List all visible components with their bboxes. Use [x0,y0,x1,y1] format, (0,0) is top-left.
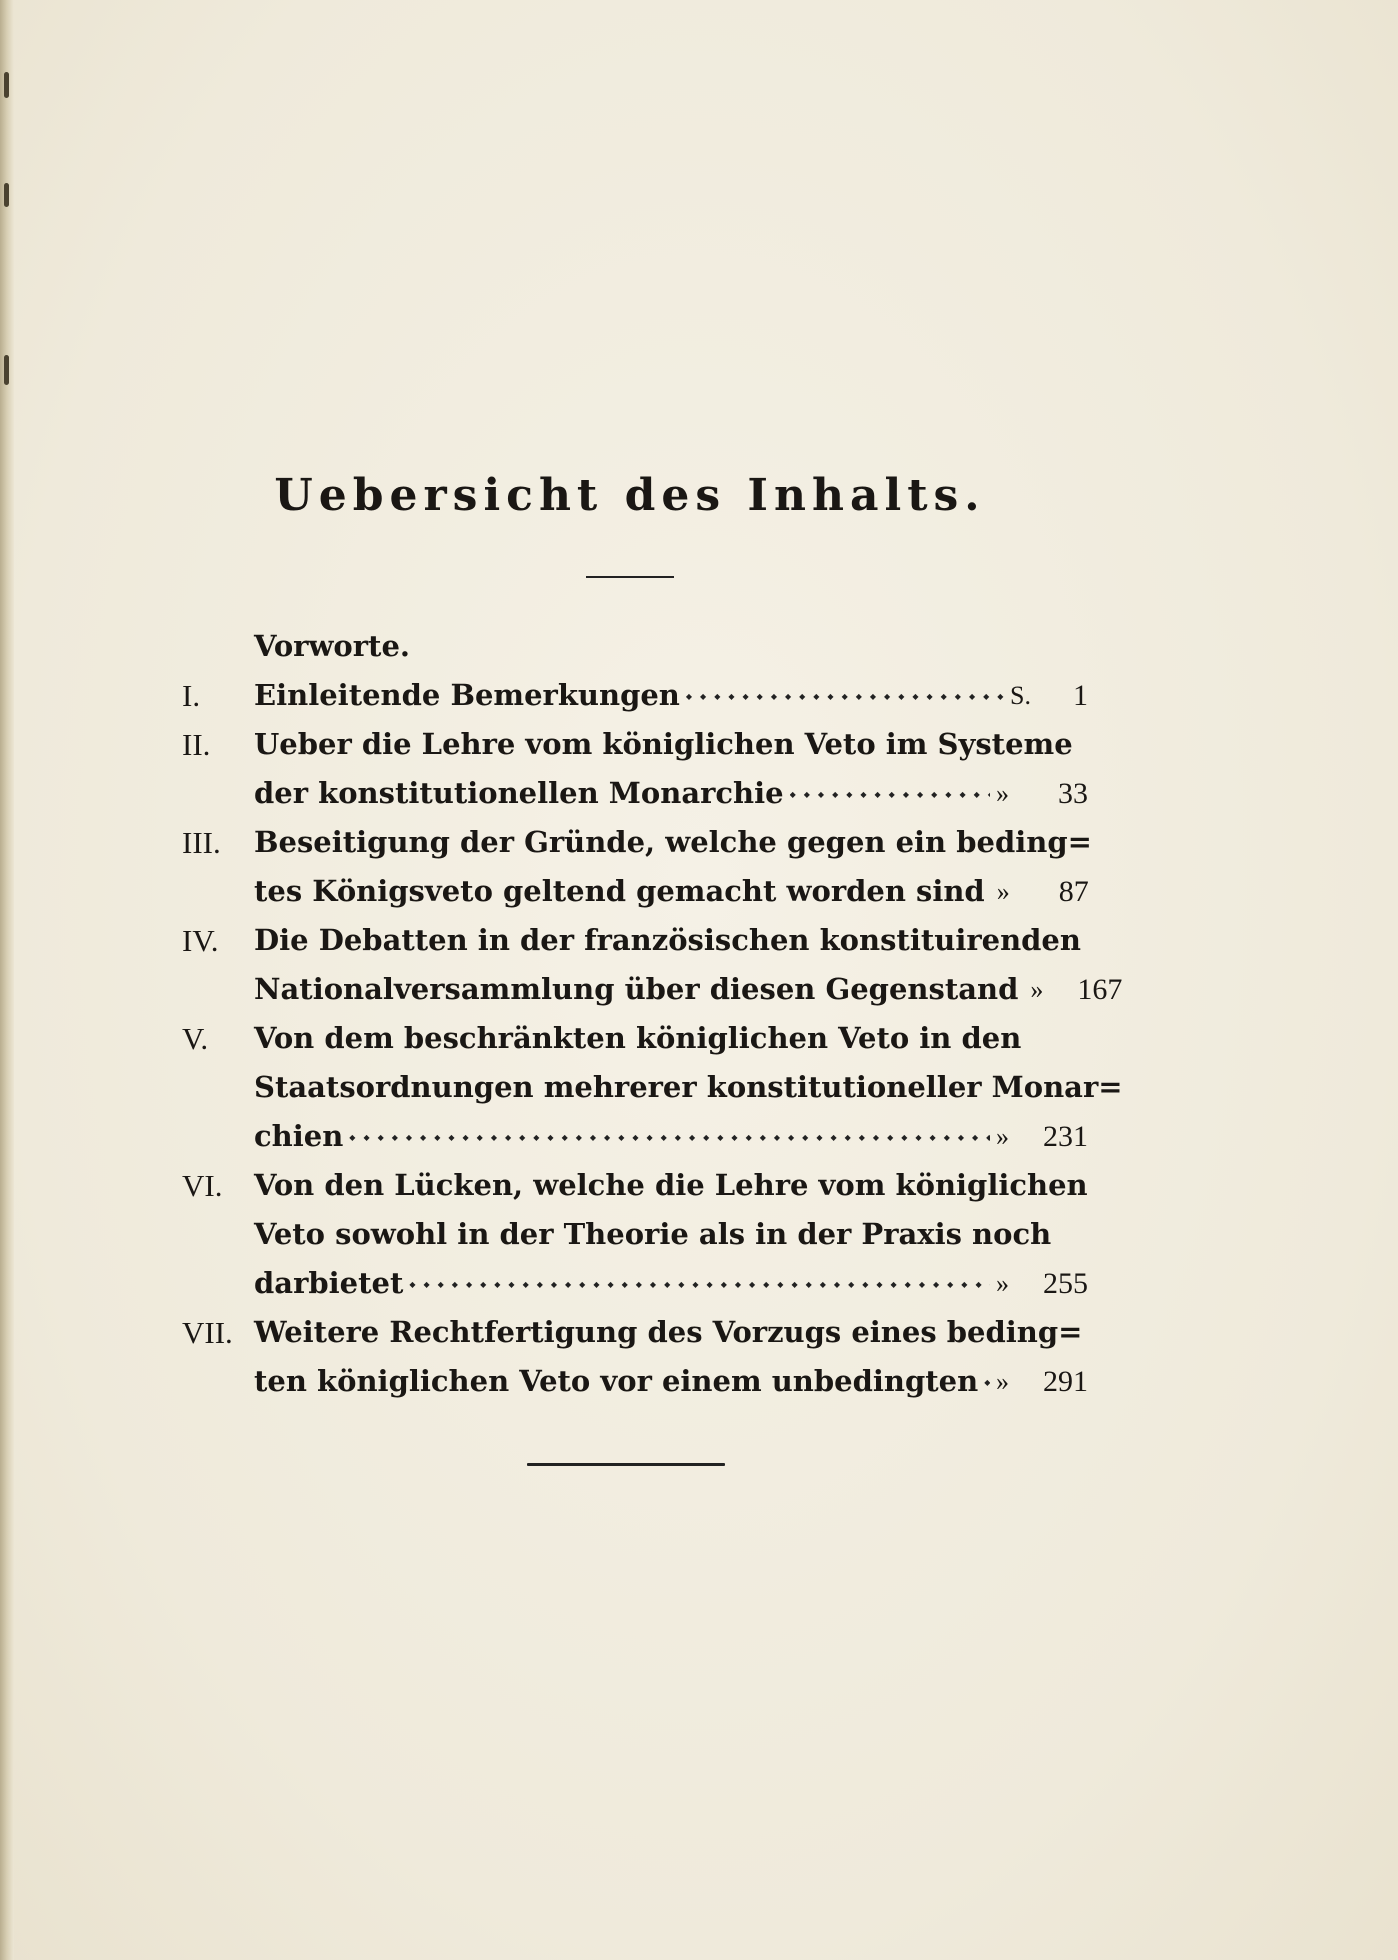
page-number: 33 [1058,777,1088,810]
page-number: 231 [1043,1120,1088,1153]
chapter-title: Einleitende Bemerkungen [254,678,680,712]
chapter-title-line: chien [254,1119,344,1153]
chapter-title-line: darbietet [254,1266,404,1300]
toc-entry [182,1014,1088,1063]
chapter-numeral: IV. [182,923,219,958]
chapter-title-line: Staatsordnungen mehrerer konstitutioneller Monar= [254,1070,1123,1104]
binding-mark [4,72,9,98]
chapter-title-line: Weitere Rechtfertigung des Vorzugs eines beding= [254,1315,1083,1349]
end-divider [527,1463,725,1466]
chapter-numeral: VII. [182,1315,233,1350]
chapter-title-line: Veto sowohl in der Theorie als in der Praxis noch [254,1217,1052,1251]
ditto-mark: » [996,1122,1009,1151]
ditto-mark: » [996,779,1009,808]
toc-entry [182,1161,1088,1210]
chapter-title-line: tes Königsveto geltend gemacht worden sind [254,874,985,908]
title-divider [586,576,674,578]
binding-mark [4,183,9,207]
page-title: Uebersicht des Inhalts. [274,470,986,521]
dot-leader [984,1357,990,1407]
page-number: 167 [1077,973,1123,1006]
chapter-title-line: der konstitutionellen Monarchie [254,776,784,810]
table-of-contents [182,622,1123,1406]
toc-entry [182,1308,1088,1357]
toc-preface [182,622,1088,671]
chapter-numeral: VI. [182,1168,223,1203]
chapter-title-line: Beseitigung der Gründe, welche gegen ein beding= [254,825,1092,859]
dot-leader [686,671,1004,721]
ditto-mark: » [1030,975,1044,1004]
ditto-mark: » [996,1367,1009,1396]
chapter-title-line: Ueber die Lehre vom königlichen Veto im Systeme [254,727,1073,761]
chapter-numeral: V. [182,1021,209,1056]
dot-leader [790,769,990,819]
toc-entry [182,720,1088,769]
ditto-mark: » [996,877,1010,906]
chapter-title-line: Von dem beschränkten königlichen Veto in den [254,1021,1022,1055]
page-number: 255 [1043,1267,1088,1300]
preface-label: Vorworte. [254,629,410,663]
page-number: 291 [1043,1365,1088,1398]
chapter-title-line: ten königlichen Veto vor einem unbedingten [254,1364,979,1398]
dot-leader [409,1259,990,1309]
ditto-mark: » [996,1269,1009,1298]
chapter-title-line: Nationalversammlung über diesen Gegenstand [254,972,1019,1006]
toc-entry [182,671,1088,720]
page-number: 1 [1073,679,1088,712]
page-prefix: S. [1010,681,1031,710]
chapter-numeral: I. [182,678,201,713]
toc-entry [182,818,1092,867]
book-spine-edge [0,0,14,1960]
chapter-numeral: II. [182,727,211,762]
dot-leader [349,1112,990,1162]
chapter-title-line: Die Debatten in der französischen konstituirenden [254,923,1081,957]
toc-entry [182,916,1088,965]
chapter-numeral: III. [182,825,221,860]
chapter-title-line: Von den Lücken, welche die Lehre vom königlichen [254,1168,1088,1202]
binding-mark [4,355,9,385]
page-number: 87 [1058,875,1089,908]
